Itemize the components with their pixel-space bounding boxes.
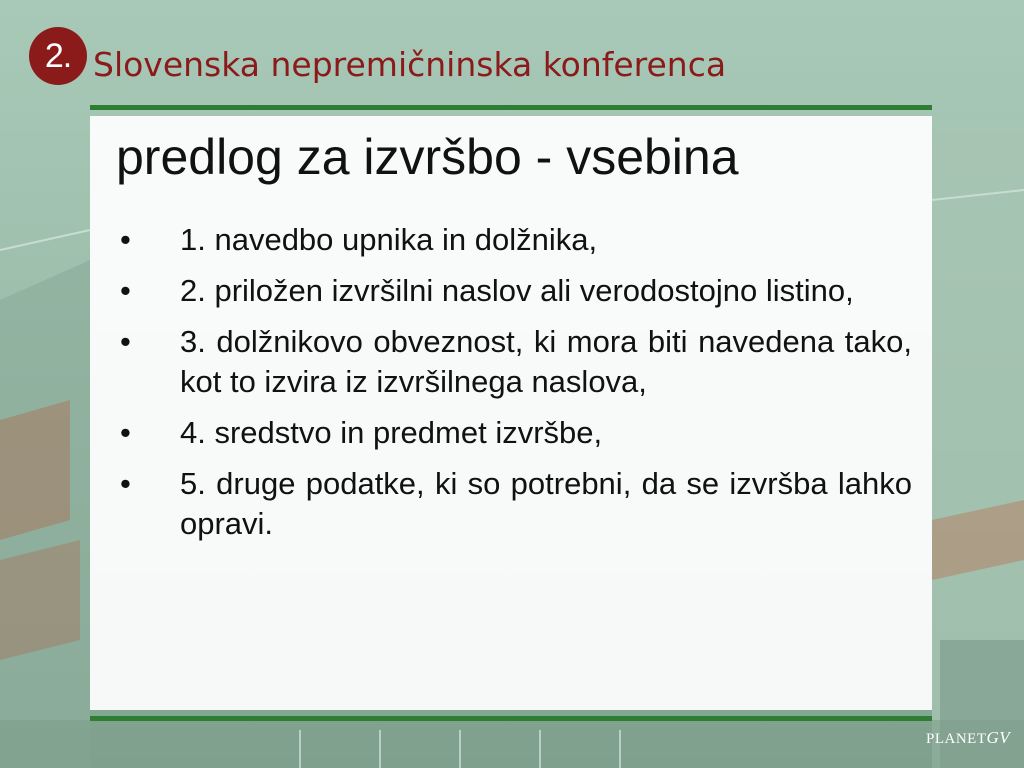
list-item — [116, 464, 912, 544]
list-item-text: 1. navedbo upnika in dolžnika, — [180, 222, 598, 257]
top-divider — [90, 105, 932, 110]
list-item — [116, 322, 912, 402]
bullet: • — [120, 466, 131, 501]
list-item — [116, 413, 912, 453]
list-item-text: 5. druge podatke, ki so potrebni, da se izvršba lahko opravi. — [180, 466, 912, 541]
bottom-divider — [90, 716, 932, 721]
bullet: • — [120, 273, 131, 308]
list-item-text: 2. priložen izvršilni naslov ali verodostojno listino, — [180, 273, 854, 308]
conference-title: Slovenska nepremičninska konferenca — [93, 45, 727, 84]
conference-number-badge: 2. — [29, 27, 87, 85]
logo-text: PLANET — [926, 731, 987, 747]
list-item — [116, 271, 912, 311]
bullet: • — [120, 415, 131, 450]
list-item — [116, 220, 912, 260]
logo-mark: GV — [986, 728, 1011, 747]
list-item-text: 3. dolžnikovo obveznost, ki mora biti navedena tako, kot to izvira iz izvršilnega naslova, — [180, 324, 912, 399]
content-list — [116, 220, 912, 555]
slide-title: predlog za izvršbo - vsebina — [116, 129, 739, 185]
planet-gv-logo — [926, 728, 1010, 748]
list-item-text: 4. sredstvo in predmet izvršbe, — [180, 415, 603, 450]
bullet: • — [120, 324, 131, 359]
bullet: • — [120, 222, 131, 257]
